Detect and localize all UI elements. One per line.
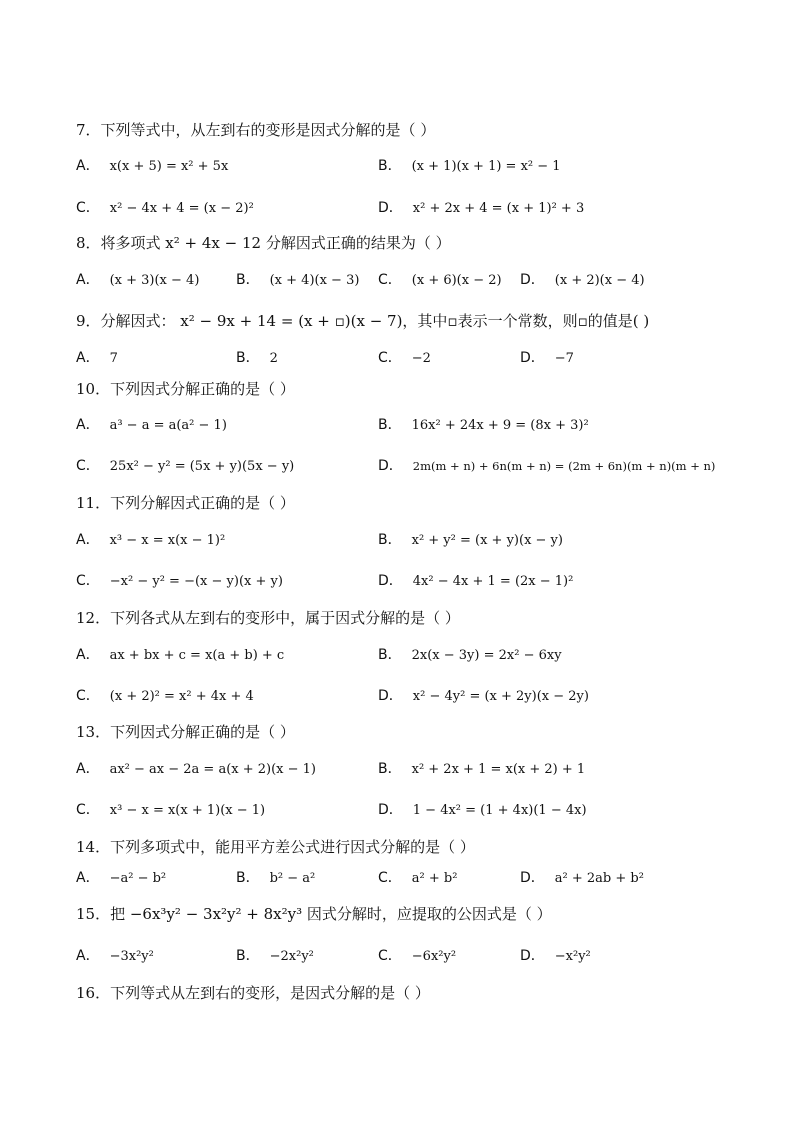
option-expression: 2 [269, 351, 278, 366]
option-label: D． [378, 573, 403, 589]
option-label: C． [378, 350, 402, 366]
question-12-option-b [378, 645, 562, 666]
option-expression: 25x² − y² = (5x + y)(5x − y) [109, 459, 295, 474]
option-expression: 7 [109, 351, 118, 366]
question-14-option-a [76, 868, 166, 889]
question-15-option-b [236, 946, 314, 967]
option-expression: ax² − ax − 2a = a(x + 2)(x − 1) [109, 762, 317, 777]
option-expression: 16x² + 24x + 9 = (8x + 3)² [411, 418, 589, 433]
option-expression: −7 [554, 351, 574, 366]
question-10-option-c [76, 456, 294, 477]
question-8-stem: 8．将多项式 x² + 4x − 12 分解因式正确的结果为（ ） [76, 234, 451, 252]
option-label: A． [76, 647, 100, 663]
option-label: A． [76, 870, 100, 886]
option-expression: (x + 6)(x − 2) [411, 273, 502, 288]
option-label: D． [378, 458, 403, 474]
option-label: B． [378, 417, 402, 433]
question-15-option-d [520, 946, 591, 967]
question-9-stem: 9．分解因式： x² − 9x + 14 = (x + ▫)(x − 7)，其中▫表示一个常数，则▫的值是( ) [76, 312, 650, 330]
question-8-option-b [236, 270, 359, 291]
question-14-stem: 14．下列多项式中，能用平方差公式进行因式分解的是（ ） [76, 838, 475, 856]
option-expression: a² + 2ab + b² [554, 871, 644, 886]
option-label: D． [520, 948, 545, 964]
option-expression: −6x²y² [411, 949, 457, 964]
question-15-option-c [378, 946, 456, 967]
option-expression: a³ − a = a(a² − 1) [109, 418, 227, 433]
option-label: C． [378, 948, 402, 964]
option-label: B． [378, 647, 402, 663]
question-9-option-d [520, 348, 574, 369]
option-label: D． [378, 802, 403, 818]
option-expression: ax + bx + c = x(a + b) + c [109, 648, 285, 663]
option-label: B． [378, 532, 402, 548]
question-12-stem: 12．下列各式从左到右的变形中，属于因式分解的是（ ） [76, 609, 460, 627]
question-9-option-c [378, 348, 431, 369]
question-10-option-b [378, 415, 589, 436]
question-14-option-b [236, 868, 315, 889]
option-expression: (x + 4)(x − 3) [269, 273, 360, 288]
option-label: C． [378, 870, 402, 886]
option-expression: 2x(x − 3y) = 2x² − 6xy [411, 648, 562, 663]
option-label: A． [76, 761, 100, 777]
question-12-option-a [76, 645, 284, 666]
question-10-stem: 10．下列因式分解正确的是（ ） [76, 380, 295, 398]
question-13-stem: 13．下列因式分解正确的是（ ） [76, 723, 295, 741]
option-expression: −a² − b² [109, 871, 167, 886]
question-13-option-c [76, 800, 265, 821]
question-15-option-a [76, 946, 154, 967]
option-label: A． [76, 417, 100, 433]
option-expression: −3x²y² [109, 949, 154, 964]
option-label: A． [76, 272, 100, 288]
question-15-stem: 15．把 −6x³y² − 3x²y² + 8x²y³ 因式分解时，应提取的公因式是（ ） [76, 905, 552, 923]
option-label: C． [76, 200, 100, 216]
question-11-option-b [378, 530, 563, 551]
option-expression: b² − a² [269, 871, 316, 886]
option-expression: (x + 3)(x − 4) [109, 273, 200, 288]
option-label: D． [520, 272, 545, 288]
question-7-option-b [378, 156, 561, 177]
option-expression: a² + b² [411, 871, 458, 886]
option-label: A． [76, 532, 100, 548]
option-expression: −2x²y² [269, 949, 314, 964]
question-16-stem: 16．下列等式从左到右的变形，是因式分解的是（ ） [76, 984, 430, 1002]
question-13-option-a [76, 759, 316, 780]
option-expression: (x + 1)(x + 1) = x² − 1 [411, 159, 561, 174]
question-7-option-d [378, 198, 584, 219]
question-10-option-d [378, 456, 715, 476]
question-14-option-c [378, 868, 457, 889]
option-label: B． [236, 948, 260, 964]
option-expression: x³ − x = x(x + 1)(x − 1) [109, 803, 266, 818]
question-8-option-c [378, 270, 502, 291]
option-label: C． [378, 272, 402, 288]
option-expression: −2 [411, 351, 431, 366]
option-label: B． [236, 272, 260, 288]
question-7-option-a [76, 156, 228, 177]
option-expression: x² + y² = (x + y)(x − y) [411, 533, 563, 548]
option-expression: (x + 2)² = x² + 4x + 4 [109, 689, 254, 704]
option-expression: x² + 2x + 1 = x(x + 2) + 1 [411, 762, 586, 777]
option-expression: −x² − y² = −(x − y)(x + y) [109, 574, 283, 589]
question-11-option-c [76, 571, 283, 592]
option-label: B． [236, 350, 260, 366]
option-expression: 2m(m + n) + 6n(m + n) = (2m + 6n)(m + n)(m + n) [412, 459, 716, 473]
option-label: B． [236, 870, 260, 886]
option-label: B． [378, 158, 402, 174]
question-11-option-d [378, 571, 573, 592]
question-9-option-a [76, 348, 118, 369]
option-expression: x² − 4x + 4 = (x − 2)² [109, 201, 254, 216]
question-8-option-a [76, 270, 199, 291]
option-label: D． [378, 200, 403, 216]
question-12-option-c [76, 686, 254, 707]
option-label: D． [520, 350, 545, 366]
option-label: C． [76, 458, 100, 474]
question-7-option-c [76, 198, 254, 219]
question-12-option-d [378, 686, 589, 707]
option-label: A． [76, 350, 100, 366]
question-14-option-d [520, 868, 644, 889]
option-label: C． [76, 573, 100, 589]
option-label: A． [76, 948, 100, 964]
option-expression: x(x + 5) = x² + 5x [109, 159, 229, 174]
option-expression: x² − 4y² = (x + 2y)(x − 2y) [412, 689, 589, 704]
question-11-option-a [76, 530, 225, 551]
question-7-stem: 7．下列等式中，从左到右的变形是因式分解的是（ ） [76, 121, 436, 139]
option-expression: −x²y² [554, 949, 591, 964]
question-10-option-a [76, 415, 227, 436]
option-label: D． [378, 688, 403, 704]
option-label: C． [76, 688, 100, 704]
option-label: D． [520, 870, 545, 886]
option-label: C． [76, 802, 100, 818]
question-11-stem: 11．下列分解因式正确的是（ ） [76, 494, 295, 512]
option-expression: x³ − x = x(x − 1)² [109, 533, 226, 548]
option-label: B． [378, 761, 402, 777]
option-expression: 1 − 4x² = (1 + 4x)(1 − 4x) [412, 803, 587, 818]
option-expression: 4x² − 4x + 1 = (2x − 1)² [412, 574, 574, 589]
question-9-option-b [236, 348, 278, 369]
option-expression: (x + 2)(x − 4) [554, 273, 645, 288]
question-13-option-b [378, 759, 585, 780]
question-13-option-d [378, 800, 587, 821]
question-8-option-d [520, 270, 645, 291]
option-label: A． [76, 158, 100, 174]
option-expression: x² + 2x + 4 = (x + 1)² + 3 [412, 201, 585, 216]
